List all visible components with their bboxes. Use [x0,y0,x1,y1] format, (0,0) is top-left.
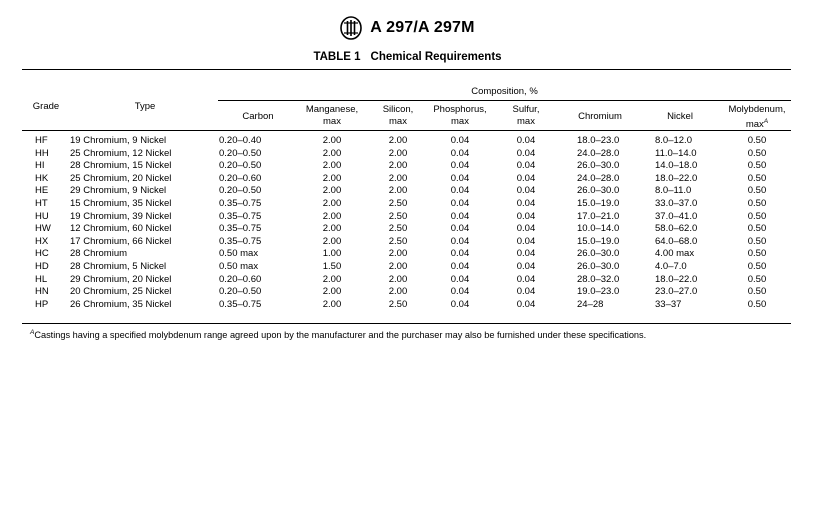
cell-carbon: 0.20–0.60 [219,172,262,184]
cell-manganese: 2.00 [322,286,342,298]
col-header-chromium: Chromium [578,111,622,122]
cell-chromium: 24.0–28.0 [577,172,620,184]
cell-sulfur: 0.04 [516,185,536,197]
cell-carbon: 0.35–0.75 [219,223,262,235]
cell-chromium: 19.0–23.0 [577,286,620,298]
cell-sulfur: 0.04 [516,172,536,184]
table-row [0,223,815,236]
cell-phosphorus: 0.04 [450,235,470,247]
cell-silicon: 2.50 [388,223,408,235]
table-row [0,248,815,261]
cell-phosphorus: 0.04 [450,147,470,159]
cell-chromium: 26.0–30.0 [577,260,620,272]
cell-sulfur: 0.04 [516,235,536,247]
cell-type: 25 Chromium, 20 Nickel [70,172,172,184]
table-row [0,274,815,287]
cell-silicon: 2.50 [388,197,408,209]
table-caption: Chemical Requirements [370,51,502,63]
cell-carbon: 0.35–0.75 [219,298,262,310]
cell-chromium: 24.0–28.0 [577,147,620,159]
cell-manganese: 1.00 [322,248,342,260]
composition-label: Composition, % [471,86,538,97]
cell-nickel: 37.0–41.0 [655,210,698,222]
cell-sulfur: 0.04 [516,273,536,285]
cell-molybdenum: 0.50 [747,248,767,260]
cell-chromium: 15.0–19.0 [577,235,620,247]
header-rule [22,130,791,131]
cell-phosphorus: 0.04 [450,185,470,197]
table-top-rule [22,69,791,70]
cell-type: 12 Chromium, 60 Nickel [70,223,172,235]
cell-chromium: 26.0–30.0 [577,248,620,260]
footnote-text: Castings having a specified molybdenum range agreed upon by the manufacturer and the purchaser may also be furnished under these specifications. [34,330,647,341]
cell-nickel: 64.0–68.0 [655,235,698,247]
cell-type: 28 Chromium, 5 Nickel [70,260,167,272]
cell-nickel: 23.0–27.0 [655,286,698,298]
cell-molybdenum: 0.50 [747,172,767,184]
cell-grade: HK [35,172,49,184]
cell-manganese: 2.00 [322,298,342,310]
cell-grade: HW [35,223,51,235]
table-body [0,135,815,311]
cell-molybdenum: 0.50 [747,223,767,235]
cell-silicon: 2.50 [388,210,408,222]
table-number: TABLE 1 [313,51,361,63]
table-row [0,135,815,148]
cell-silicon: 2.00 [388,172,408,184]
cell-phosphorus: 0.04 [450,260,470,272]
footnote-ref-a: A [763,118,769,125]
table-row [0,160,815,173]
cell-nickel: 11.0–14.0 [655,147,697,159]
cell-phosphorus: 0.04 [450,135,470,146]
cell-chromium: 26.0–30.0 [577,160,620,172]
col-header-sulfur-line1: Sulfur, [512,104,540,115]
cell-nickel: 4.00 max [655,248,695,260]
cell-nickel: 58.0–62.0 [655,223,698,235]
cell-sulfur: 0.04 [516,248,536,260]
cell-phosphorus: 0.04 [450,298,470,310]
cell-grade: HP [35,298,49,310]
cell-grade: HH [35,147,49,159]
cell-carbon: 0.50 max [219,248,259,260]
cell-grade: HL [35,273,48,285]
cell-phosphorus: 0.04 [450,172,470,184]
cell-chromium: 24–28 [577,298,604,310]
composition-rule [218,100,791,101]
cell-carbon: 0.35–0.75 [219,210,262,222]
cell-type: 26 Chromium, 35 Nickel [70,298,172,310]
cell-type: 28 Chromium [70,248,128,260]
cell-chromium: 17.0–21.0 [577,210,620,222]
cell-type: 19 Chromium, 39 Nickel [70,210,172,222]
cell-carbon: 0.20–0.50 [219,185,262,197]
cell-phosphorus: 0.04 [450,223,470,235]
cell-nickel: 8.0–12.0 [655,135,692,146]
cell-nickel: 33.0–37.0 [655,197,698,209]
cell-sulfur: 0.04 [516,260,536,272]
cell-silicon: 2.00 [388,273,408,285]
cell-silicon: 2.00 [388,135,408,146]
cell-silicon: 2.00 [388,248,408,260]
col-header-molybdenum-line2: $\max^A$ [745,118,769,131]
cell-carbon: 0.20–0.60 [219,273,262,285]
col-header-grade: Grade [32,101,60,112]
col-header-manganese [302,104,362,128]
cell-grade: HF [35,135,48,146]
cell-phosphorus: 0.04 [450,210,470,222]
cell-silicon: 2.00 [388,260,408,272]
cell-manganese: 2.00 [322,273,342,285]
cell-molybdenum: 0.50 [747,298,767,310]
table-row [0,236,815,249]
cell-grade: HC [35,248,49,260]
cell-silicon: 2.50 [388,235,408,247]
cell-molybdenum: 0.50 [747,185,767,197]
cell-manganese: 2.00 [322,185,342,197]
cell-manganese: 2.00 [322,210,342,222]
cell-molybdenum: 0.50 [747,286,767,298]
cell-type: 19 Chromium, 9 Nickel [70,135,167,146]
document-header [0,16,815,40]
cell-type: 28 Chromium, 15 Nickel [70,160,172,172]
cell-manganese: 2.00 [322,160,342,172]
cell-manganese: 2.00 [322,172,342,184]
cell-carbon: 0.20–0.50 [219,160,262,172]
cell-manganese: 1.50 [322,260,342,272]
col-header-phosphorus-line1: Phosphorus, [433,104,487,115]
col-header-molybdenum [722,104,792,131]
cell-manganese: 2.00 [322,235,342,247]
cell-carbon: 0.20–0.50 [219,286,262,298]
document-title: A 297/A 297M [370,19,475,36]
cell-molybdenum: 0.50 [747,147,767,159]
col-header-silicon-line1: Silicon, [382,104,414,115]
col-header-manganese-line1: Manganese, [305,104,359,115]
cell-molybdenum: 0.50 [747,273,767,285]
col-header-sulfur-line2: max [517,116,535,127]
cell-sulfur: 0.04 [516,197,536,209]
cell-molybdenum: 0.50 [747,160,767,172]
cell-sulfur: 0.04 [516,298,536,310]
col-header-type: Type [134,101,156,112]
cell-nickel: 4.0–7.0 [655,260,687,272]
col-header-nickel: Nickel [667,111,693,122]
astm-logo-icon [340,16,362,40]
table-bottom-rule [22,323,791,324]
cell-sulfur: 0.04 [516,147,536,159]
cell-molybdenum: 0.50 [747,135,767,146]
cell-silicon: 2.00 [388,185,408,197]
cell-nickel: 18.0–22.0 [655,273,698,285]
cell-manganese: 2.00 [322,223,342,235]
cell-manganese: 2.00 [322,197,342,209]
cell-chromium: 28.0–32.0 [577,273,620,285]
cell-grade: HN [35,286,49,298]
cell-sulfur: 0.04 [516,135,536,146]
cell-nickel: 14.0–18.0 [655,160,698,172]
cell-type: 15 Chromium, 35 Nickel [70,197,172,209]
cell-type: 20 Chromium, 25 Nickel [70,286,172,298]
cell-sulfur: 0.04 [516,160,536,172]
cell-grade: HE [35,185,49,197]
col-header-phosphorus [428,104,492,128]
col-header-silicon [370,104,426,128]
cell-silicon: 2.00 [388,160,408,172]
cell-chromium: 18.0–23.0 [577,135,620,146]
cell-molybdenum: 0.50 [747,197,767,209]
cell-phosphorus: 0.04 [450,160,470,172]
cell-type: 17 Chromium, 66 Nickel [70,235,172,247]
cell-grade: HI [35,160,45,172]
table-row [0,261,815,274]
cell-sulfur: 0.04 [516,223,536,235]
cell-grade: HT [35,197,48,209]
col-header-manganese-line2: max [323,116,341,127]
table-row [0,148,815,161]
cell-molybdenum: 0.50 [747,210,767,222]
cell-phosphorus: 0.04 [450,273,470,285]
cell-chromium: 10.0–14.0 [577,223,620,235]
cell-nickel: 8.0–11.0 [655,185,692,197]
table-footnote [30,329,646,340]
cell-manganese: 2.00 [322,147,342,159]
table-row [0,185,815,198]
cell-carbon: 0.20–0.50 [219,147,262,159]
cell-chromium: 15.0–19.0 [577,197,620,209]
cell-silicon: 2.00 [388,286,408,298]
cell-manganese: 2.00 [322,135,342,146]
cell-phosphorus: 0.04 [450,248,470,260]
cell-molybdenum: 0.50 [747,235,767,247]
cell-phosphorus: 0.04 [450,286,470,298]
cell-nickel: 18.0–22.0 [655,172,698,184]
col-header-sulfur [497,104,555,128]
col-header-molybdenum-line1: Molybdenum, [728,104,786,115]
cell-chromium: 26.0–30.0 [577,185,620,197]
cell-carbon: 0.35–0.75 [219,235,262,247]
cell-sulfur: 0.04 [516,286,536,298]
col-header-carbon: Carbon [242,111,274,122]
cell-silicon: 2.50 [388,298,408,310]
cell-type: 29 Chromium, 9 Nickel [70,185,167,197]
cell-silicon: 2.00 [388,147,408,159]
cell-carbon: 0.20–0.40 [219,135,262,146]
col-header-silicon-line2: max [389,116,407,127]
table-row [0,286,815,299]
cell-grade: HU [35,210,49,222]
cell-nickel: 33–37 [655,298,682,310]
cell-carbon: 0.35–0.75 [219,197,262,209]
cell-carbon: 0.50 max [219,260,259,272]
table-row [0,211,815,224]
cell-grade: HD [35,260,49,272]
table-row [0,299,815,312]
cell-molybdenum: 0.50 [747,260,767,272]
cell-type: 29 Chromium, 20 Nickel [70,273,172,285]
cell-sulfur: 0.04 [516,210,536,222]
table-row [0,198,815,211]
table-title [0,51,815,63]
cell-type: 25 Chromium, 12 Nickel [70,147,172,159]
col-header-phosphorus-line2: max [451,116,469,127]
table-row [0,173,815,186]
cell-phosphorus: 0.04 [450,197,470,209]
footnote-marker: A [30,329,35,336]
cell-grade: HX [35,235,49,247]
